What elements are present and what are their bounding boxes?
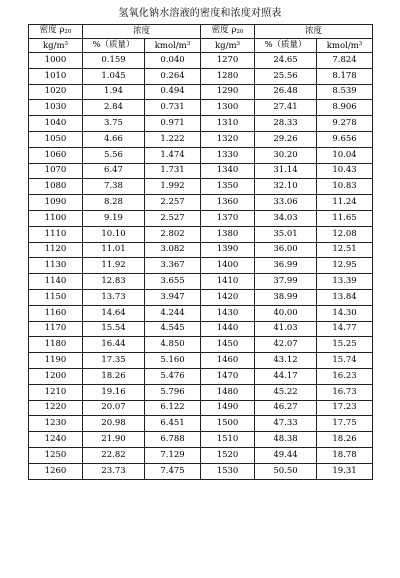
density-cell: 1500 [201,416,255,432]
kmol-cell: 0.494 [145,84,201,100]
table-row [29,353,373,369]
mass-percent-cell: 42.07 [255,337,317,353]
density-cell: 1280 [201,68,255,84]
density-subscript: 20 [236,29,244,35]
density-cell: 1230 [29,416,83,432]
kmol-cell: 3.367 [145,258,201,274]
density-cell: 1020 [29,84,83,100]
table-row [29,242,373,258]
mass-percent-cell: 28.33 [255,116,317,132]
mass-percent-cell: 37.99 [255,274,317,290]
density-cell: 1140 [29,274,83,290]
table-row [29,147,373,163]
density-cell: 1420 [201,289,255,305]
kmol-cell: 11.65 [317,210,373,226]
mass-percent-cell: 36.00 [255,242,317,258]
density-cell: 1150 [29,289,83,305]
density-cell: 1110 [29,226,83,242]
density-cell: 1080 [29,179,83,195]
mass-percent-cell: 30.20 [255,147,317,163]
kmol-cell: 16.73 [317,384,373,400]
kmol-superscript: 3 [358,41,363,47]
density-cell: 1310 [201,116,255,132]
concentration-header-left: 浓度 [83,25,201,39]
mass-percent-cell: 5.56 [83,147,145,163]
mass-percent-cell: 11.92 [83,258,145,274]
density-cell: 1180 [29,337,83,353]
table-row [29,226,373,242]
kmol-cell: 12.51 [317,242,373,258]
mass-percent-cell: 31.14 [255,163,317,179]
density-cell: 1190 [29,353,83,369]
mass-percent-cell: 2.84 [83,100,145,116]
mass-percent-cell: 43.12 [255,353,317,369]
kmol-cell: 17.75 [317,416,373,432]
unit-header-right [201,39,255,53]
kmol-cell: 3.082 [145,242,201,258]
mass-percent-cell: 21.90 [83,432,145,448]
mass-percent-cell: 3.75 [83,116,145,132]
mass-percent-cell: 0.159 [83,53,145,69]
density-cell: 1430 [201,305,255,321]
density-cell: 1240 [29,432,83,448]
density-cell: 1510 [201,432,255,448]
table-row [29,289,373,305]
mass-percent-cell: 12.83 [83,274,145,290]
kmol-cell: 6.788 [145,432,201,448]
kmol-cell: 13.39 [317,274,373,290]
mass-percent-cell: 47.33 [255,416,317,432]
table-row [29,368,373,384]
mass-percent-cell: 22.82 [83,447,145,463]
mass-percent-cell: 1.94 [83,84,145,100]
table-row [29,258,373,274]
kmol-cell: 0.040 [145,53,201,69]
mass-percent-cell: 20.98 [83,416,145,432]
mass-percent-cell: 9.19 [83,210,145,226]
density-cell: 1440 [201,321,255,337]
mass-percent-cell: 20.07 [83,400,145,416]
table-row [29,100,373,116]
mass-percent-cell: 13.73 [83,289,145,305]
density-cell: 1000 [29,53,83,69]
density-cell: 1490 [201,400,255,416]
kmol-cell: 8.539 [317,84,373,100]
density-cell: 1250 [29,447,83,463]
unit-superscript: 3 [236,41,241,47]
density-label: 密度 ρ [211,25,237,35]
density-cell: 1290 [201,84,255,100]
density-header-left [29,25,83,39]
kmol-label: kmol/m [154,41,187,51]
kmol-header-left [145,39,201,53]
mass-percent-cell: 36.99 [255,258,317,274]
unit-superscript: 3 [64,41,68,47]
mass-percent-cell: 49.44 [255,447,317,463]
mass-percent-cell: 29.26 [255,131,317,147]
unit-label: kg/m [42,41,65,51]
mass-percent-cell: 23.73 [83,463,145,479]
density-cell: 1320 [201,131,255,147]
header-row-2 [29,39,373,53]
mass-percent-cell: 45.22 [255,384,317,400]
density-header-right [201,25,255,39]
kmol-cell: 14.30 [317,305,373,321]
mass-percent-cell: 40.00 [255,305,317,321]
kmol-cell: 7.475 [145,463,201,479]
table-row [29,305,373,321]
density-cell: 1410 [201,274,255,290]
density-cell: 1340 [201,163,255,179]
kmol-cell: 11.24 [317,195,373,211]
density-subscript: 20 [64,29,72,35]
density-cell: 1120 [29,242,83,258]
density-cell: 1200 [29,368,83,384]
mass-percent-cell: 6.47 [83,163,145,179]
table-row [29,447,373,463]
kmol-cell: 7.129 [145,447,201,463]
kmol-cell: 4.244 [145,305,201,321]
kmol-cell: 18.26 [317,432,373,448]
density-cell: 1030 [29,100,83,116]
density-cell: 1210 [29,384,83,400]
kmol-cell: 1.222 [145,131,201,147]
kmol-cell: 4.850 [145,337,201,353]
mass-percent-cell: 35.01 [255,226,317,242]
density-cell: 1450 [201,337,255,353]
kmol-superscript: 3 [186,41,191,47]
kmol-cell: 7.824 [317,53,373,69]
mass-percent-cell: 1.045 [83,68,145,84]
mass-percent-cell: 46.27 [255,400,317,416]
density-cell: 1390 [201,242,255,258]
pct-header-right: %（质量） [255,39,317,53]
mass-percent-cell: 16.44 [83,337,145,353]
mass-percent-cell: 26.48 [255,84,317,100]
density-cell: 1330 [201,147,255,163]
mass-percent-cell: 15.54 [83,321,145,337]
kmol-cell: 3.655 [145,274,201,290]
density-cell: 1370 [201,210,255,226]
kmol-cell: 1.731 [145,163,201,179]
mass-percent-cell: 48.38 [255,432,317,448]
mass-percent-cell: 44.17 [255,368,317,384]
kmol-cell: 0.971 [145,116,201,132]
kmol-label: kmol/m [326,41,359,51]
kmol-cell: 16.23 [317,368,373,384]
density-cell: 1460 [201,353,255,369]
kmol-cell: 17.23 [317,400,373,416]
mass-percent-cell: 18.26 [83,368,145,384]
table-row [29,84,373,100]
mass-percent-cell: 25.56 [255,68,317,84]
kmol-cell: 10.04 [317,147,373,163]
kmol-cell: 6.122 [145,400,201,416]
kmol-cell: 18.78 [317,447,373,463]
density-cell: 1130 [29,258,83,274]
density-cell: 1170 [29,321,83,337]
density-cell: 1100 [29,210,83,226]
density-cell: 1070 [29,163,83,179]
table-row [29,179,373,195]
kmol-cell: 12.08 [317,226,373,242]
table-row [29,416,373,432]
density-cell: 1090 [29,195,83,211]
kmol-cell: 2.257 [145,195,201,211]
kmol-cell: 0.264 [145,68,201,84]
density-label: 密度 ρ [39,25,65,35]
density-cell: 1400 [201,258,255,274]
mass-percent-cell: 17.35 [83,353,145,369]
density-cell: 1380 [201,226,255,242]
kmol-cell: 8.906 [317,100,373,116]
kmol-cell: 1.992 [145,179,201,195]
table-row [29,337,373,353]
mass-percent-cell: 38.99 [255,289,317,305]
mass-percent-cell: 41.03 [255,321,317,337]
kmol-cell: 15.25 [317,337,373,353]
kmol-cell: 2.802 [145,226,201,242]
kmol-cell: 5.476 [145,368,201,384]
density-cell: 1470 [201,368,255,384]
table-row [29,53,373,69]
mass-percent-cell: 10.10 [83,226,145,242]
unit-header-left [29,39,83,53]
density-cell: 1480 [201,384,255,400]
table-row [29,163,373,179]
table-row [29,274,373,290]
density-cell: 1160 [29,305,83,321]
table-row [29,463,373,479]
mass-percent-cell: 34.03 [255,210,317,226]
unit-label: kg/m [215,41,237,51]
density-concentration-table [28,24,373,480]
density-cell: 1300 [201,100,255,116]
kmol-cell: 1.474 [145,147,201,163]
density-cell: 1220 [29,400,83,416]
mass-percent-cell: 14.64 [83,305,145,321]
kmol-cell: 12.95 [317,258,373,274]
kmol-cell: 5.160 [145,353,201,369]
kmol-cell: 6.451 [145,416,201,432]
kmol-header-right [317,39,373,53]
mass-percent-cell: 7.38 [83,179,145,195]
mass-percent-cell: 8.28 [83,195,145,211]
kmol-cell: 15.74 [317,353,373,369]
page-title: 氢氧化钠水溶液的密度和浓度对照表 [118,8,282,19]
table-row [29,321,373,337]
kmol-cell: 2.527 [145,210,201,226]
kmol-cell: 5.796 [145,384,201,400]
table-row [29,68,373,84]
density-cell: 1260 [29,463,83,479]
table-row [29,195,373,211]
mass-percent-cell: 50.50 [255,463,317,479]
density-cell: 1360 [201,195,255,211]
mass-percent-cell: 24.65 [255,53,317,69]
table-body [29,53,373,480]
kmol-cell: 14.77 [317,321,373,337]
kmol-cell: 10.83 [317,179,373,195]
mass-percent-cell: 27.41 [255,100,317,116]
kmol-cell: 9.656 [317,131,373,147]
mass-percent-cell: 33.06 [255,195,317,211]
kmol-cell: 0.731 [145,100,201,116]
density-cell: 1050 [29,131,83,147]
concentration-header-right: 浓度 [255,25,373,39]
mass-percent-cell: 11.01 [83,242,145,258]
table-row [29,384,373,400]
density-cell: 1270 [201,53,255,69]
density-cell: 1350 [201,179,255,195]
kmol-cell: 13.84 [317,289,373,305]
table-row [29,116,373,132]
header-row-1 [29,25,373,39]
table-row [29,131,373,147]
density-cell: 1010 [29,68,83,84]
density-cell: 1520 [201,447,255,463]
table-row [29,210,373,226]
kmol-cell: 9.278 [317,116,373,132]
mass-percent-cell: 32.10 [255,179,317,195]
kmol-cell: 3.947 [145,289,201,305]
table-row [29,432,373,448]
kmol-cell: 4.545 [145,321,201,337]
density-cell: 1530 [201,463,255,479]
density-cell: 1060 [29,147,83,163]
table-row [29,400,373,416]
kmol-cell: 8.178 [317,68,373,84]
kmol-cell: 19.31 [317,463,373,479]
kmol-cell: 10.43 [317,163,373,179]
density-cell: 1040 [29,116,83,132]
mass-percent-cell: 4.66 [83,131,145,147]
pct-header-left: %（质量） [83,39,145,53]
mass-percent-cell: 19.16 [83,384,145,400]
